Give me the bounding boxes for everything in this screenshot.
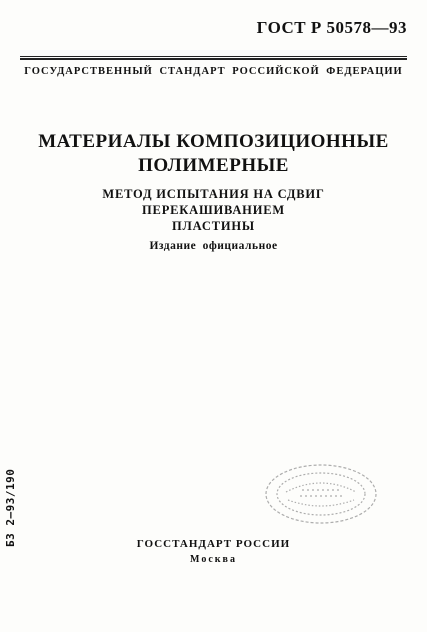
standard-number: ГОСТ Р 50578—93 xyxy=(256,18,407,37)
title-line-1: МАТЕРИАЛЫ КОМПОЗИЦИОННЫЕ xyxy=(38,131,389,152)
side-code-vertical: БЗ 2—93/190 xyxy=(4,468,17,547)
library-stamp xyxy=(262,462,380,526)
document-subtitle xyxy=(40,186,387,234)
publisher: ГОССТАНДАРТ РОССИИ xyxy=(136,538,291,550)
publication-city: Москва xyxy=(190,554,237,565)
state-standard-heading: ГОСУДАРСТВЕННЫЙ СТАНДАРТ РОССИЙСКОЙ ФЕДЕРАЦИИ xyxy=(24,66,403,77)
document-title xyxy=(30,130,397,178)
title-line-2: ПОЛИМЕРНЫЕ xyxy=(138,155,289,176)
header-rule-thin xyxy=(20,56,407,57)
subtitle-line-2: ПЛАСТИНЫ xyxy=(172,219,255,233)
subtitle-line-1: МЕТОД ИСПЫТАНИЯ НА СДВИГ ПЕРЕКАШИВАНИЕМ xyxy=(102,187,325,217)
header-rule-thick xyxy=(20,58,407,60)
edition-note: Издание официальное xyxy=(149,240,278,252)
